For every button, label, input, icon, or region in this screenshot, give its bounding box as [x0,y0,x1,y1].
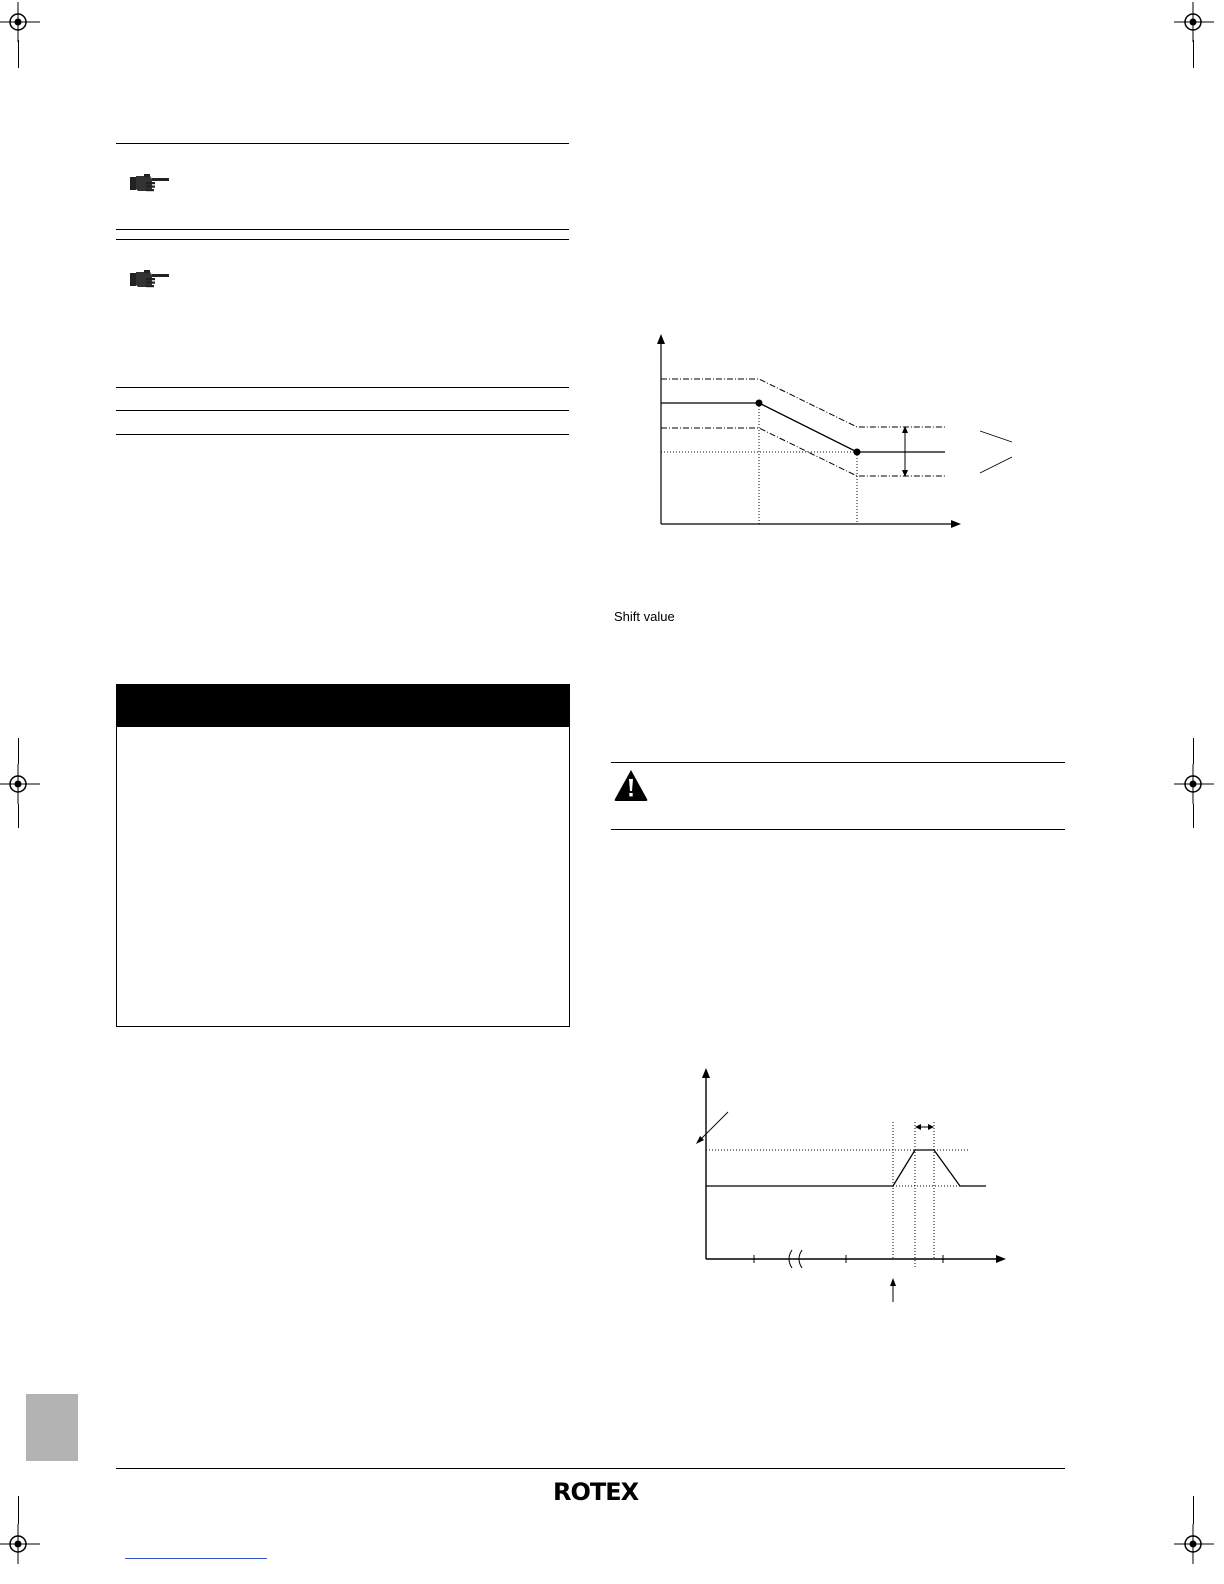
shift-value-diagram [640,330,1030,535]
y-axis-arrow [657,334,665,344]
rule [116,239,569,240]
crop-line [1193,1496,1194,1524]
curve-point [756,400,763,407]
rule [116,229,569,230]
registration-mark-icon [1174,2,1214,42]
leader-line [698,1112,728,1142]
time-diagram [688,1062,1018,1307]
link-underline [125,1558,267,1559]
registration-mark-icon [0,2,40,42]
y-axis-arrow [702,1068,710,1078]
info-box-header [116,684,570,727]
crop-line [1193,804,1194,828]
rule [116,143,569,144]
leader-line [980,431,1012,442]
rule [116,387,569,388]
registration-mark-icon [1174,1524,1214,1564]
crop-line [1193,738,1194,764]
rule [116,410,569,411]
registration-mark-icon [1174,764,1214,804]
main-curve [661,403,945,452]
crop-line [18,804,19,828]
leader-line [980,457,1012,473]
rule [611,829,1065,830]
footer-rule [116,1468,1065,1469]
pointing-hand-icon [130,172,170,194]
brand-logo: ROTEX [553,1478,639,1506]
crop-line [18,738,19,764]
side-tab [26,1394,78,1461]
info-box [116,684,570,1027]
registration-mark-icon [0,1524,40,1564]
warning-triangle-icon [613,768,649,802]
signal-line [706,1150,986,1186]
x-axis-arrow [996,1255,1006,1263]
crop-line [1193,40,1194,68]
crop-line [18,40,19,68]
rule [611,762,1065,763]
registration-mark-icon [0,764,40,804]
x-axis-arrow [951,520,961,528]
shift-value-label: Shift value [614,609,675,624]
rule [116,434,569,435]
crop-line [18,1496,19,1524]
curve-point [854,449,861,456]
pointing-hand-icon [130,268,170,290]
